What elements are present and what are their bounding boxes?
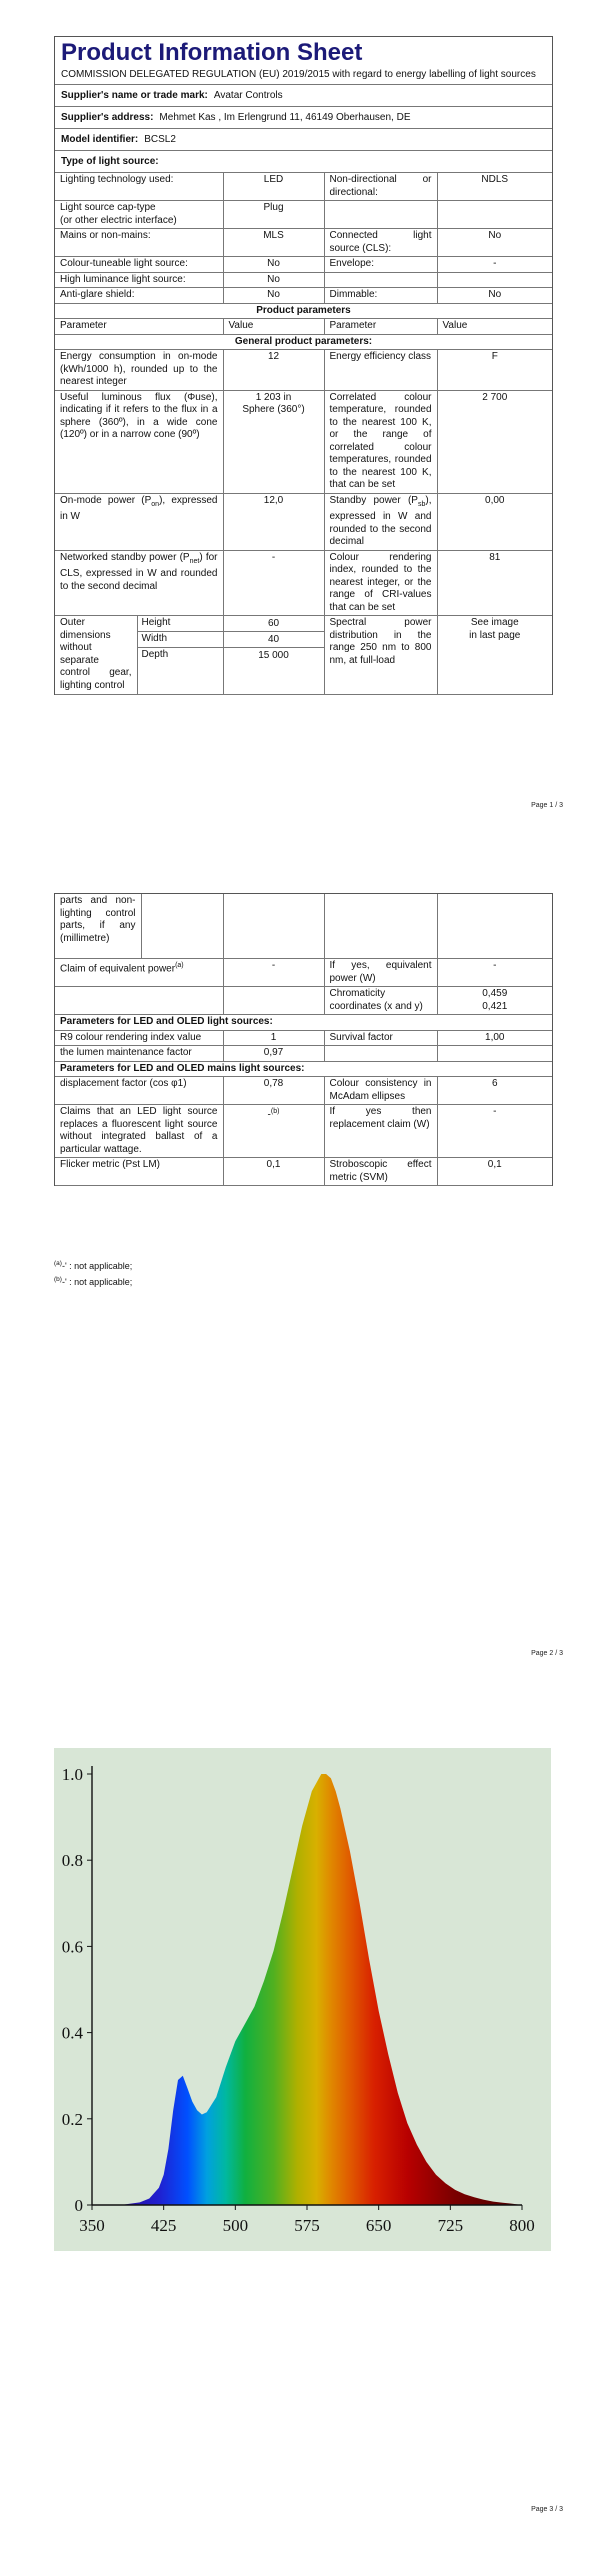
table-row [55, 1061, 552, 1077]
flicker-label: Flicker metric (Pst LM) [55, 1158, 223, 1186]
spd-value [437, 616, 552, 695]
r9-label: R9 colour rendering index value [55, 1030, 223, 1046]
high-luminance-label: High luminance light source: [55, 272, 223, 288]
supplier-address-label: Supplier's address: [61, 112, 154, 123]
networked-standby-label [55, 550, 223, 616]
outer-dimensions-cell [55, 616, 223, 695]
x-tick-label: 350 [79, 2216, 105, 2235]
cri-label: Colour rendering index, rounded to the nearest integer, or the range of CRI-values that can be set [324, 550, 437, 616]
table-row [55, 303, 552, 319]
displacement-factor-value: 0,78 [223, 1077, 324, 1105]
page-2 [0, 853, 603, 1706]
spectral-distribution-chart [54, 1748, 551, 2251]
cls-value: No [437, 229, 552, 257]
y-tick-label: 0.8 [61, 1851, 83, 1871]
envelope-value: - [437, 257, 552, 273]
lumen-maintenance-label: the lumen maintenance factor [55, 1046, 223, 1062]
empty-cell [437, 272, 552, 288]
directional-value: NDLS [437, 173, 552, 201]
supplier-address-row [55, 107, 552, 129]
net-text-b: ) for CLS, expressed in W and rounded to the second decimal [60, 551, 218, 592]
depth-label: Depth [141, 649, 169, 660]
table-row [55, 894, 552, 959]
flux-value-line-1: 1 203 in [255, 391, 292, 403]
chromaticity-x: 0,459 [482, 988, 508, 999]
type-heading: Type of light source: [61, 156, 159, 167]
cct-value: 2 700 [437, 390, 552, 493]
depth-value: 15 000 [258, 650, 289, 661]
footnote-a [54, 1257, 132, 1273]
x-tick-label: 800 [509, 2216, 535, 2235]
table-row [55, 550, 552, 616]
spectral-chart-svg [54, 1748, 551, 2251]
parameters-table-continued [55, 894, 552, 1186]
cap-type-line-1: Light source cap-type [60, 202, 156, 213]
footnote-a-mark: (a) [175, 962, 184, 969]
empty-cell [324, 272, 437, 288]
equivalent-power-claim-value: - [223, 959, 324, 987]
height-value: 60 [224, 616, 324, 632]
mains-value: MLS [223, 229, 324, 257]
spectrum-area [54, 1748, 551, 2251]
colour-tuneable-label: Colour-tuneable light source: [55, 257, 223, 273]
net-subscript: net [189, 557, 200, 565]
efficiency-class-value: F [437, 350, 552, 391]
dimmable-value: No [437, 288, 552, 304]
y-tick-label: 1.0 [61, 1765, 83, 1784]
table-row [55, 1015, 552, 1031]
mains-label: Mains or non-mains: [55, 229, 223, 257]
type-heading-row [55, 151, 552, 173]
standby-text-b: ), expressed in W and rounded to the second decimal [329, 494, 432, 547]
lumen-maintenance-value: 0,97 [223, 1046, 324, 1062]
efficiency-class-label: Energy efficiency class [324, 350, 437, 391]
model-label: Model identifier: [61, 134, 139, 145]
x-tick-label: 500 [222, 2216, 249, 2235]
empty-cell [324, 1046, 437, 1062]
envelope-label: Envelope: [324, 257, 437, 273]
column-header-value: Value [437, 319, 552, 335]
table-row [55, 616, 552, 695]
dimensions-table [55, 616, 223, 694]
cap-type-label [55, 201, 223, 229]
supplier-name-label: Supplier's name or trade mark: [61, 90, 208, 101]
empty-cell [437, 894, 552, 959]
equivalent-power-label: If yes, equivalent power (W) [324, 959, 437, 987]
y-tick-label: 0.2 [61, 2109, 83, 2129]
column-header-parameter: Parameter [55, 319, 223, 335]
anti-glare-value: No [223, 288, 324, 304]
table-row [55, 319, 552, 335]
y-tick-label: 0.6 [61, 1937, 83, 1957]
light-source-type-table [55, 173, 552, 695]
empty-cell [141, 894, 223, 959]
luminous-flux-value [223, 390, 324, 493]
chromaticity-value [437, 987, 552, 1015]
sheet-title: Product Information Sheet [61, 39, 363, 66]
height-label: Height [137, 616, 223, 631]
table-row [55, 334, 552, 350]
regulation-text: COMMISSION DELEGATED REGULATION (EU) 2019/2015 with regard to energy labelling of light sources [55, 67, 552, 85]
r9-value: 1 [223, 1030, 324, 1046]
high-luminance-value: No [223, 272, 324, 288]
empty-cell [437, 201, 552, 229]
onmode-text-a: On-mode power (P [60, 494, 152, 506]
flicker-value: 0,1 [223, 1158, 324, 1186]
table-row [55, 201, 552, 229]
supplier-name-row [55, 85, 552, 107]
empty-cell [324, 201, 437, 229]
info-sheet-box [54, 36, 553, 695]
empty-cell [55, 987, 223, 1015]
survival-factor-value: 1,00 [437, 1030, 552, 1046]
led-parameters-heading: Parameters for LED and OLED light sources: [55, 1015, 552, 1031]
table-row [55, 1046, 552, 1062]
footnotes [54, 1257, 132, 1289]
footnote-a-marker: (a) [54, 1260, 62, 1267]
onmode-text-b: ), expressed in W [60, 494, 218, 522]
standby-power-value: 0,00 [437, 493, 552, 550]
footnote-b-marker: (b) [54, 1276, 62, 1283]
fluorescent-claim-label: Claims that an LED light source replaces a fluorescent light source without integrated ballast of a particular wattage. [55, 1105, 223, 1158]
x-tick-label: 575 [294, 2216, 320, 2235]
page-number: Page 1 / 3 [531, 802, 563, 809]
table-row [55, 959, 552, 987]
column-header-value: Value [223, 319, 324, 335]
standby-text-a: Standby power (P [329, 494, 418, 506]
supplier-address: Mehmet Kas , Im Erlengrund 11, 46149 Oberhausen, DE [159, 112, 411, 123]
page-3 [0, 1706, 603, 2559]
standby-subscript: sb [417, 500, 426, 508]
table-row [55, 350, 552, 391]
cls-label: Connected light source (CLS): [324, 229, 437, 257]
flux-value-line-2: Sphere (360°) [242, 404, 305, 415]
table-row [55, 1077, 552, 1105]
anti-glare-label: Anti-glare shield: [55, 288, 223, 304]
energy-consumption-value: 12 [223, 350, 324, 391]
lighting-tech-value: LED [223, 173, 324, 201]
equivalent-power-value: - [437, 959, 552, 987]
product-parameters-heading: Product parameters [55, 303, 552, 319]
mains-parameters-heading: Parameters for LED and OLED mains light sources: [55, 1061, 552, 1077]
table-row [55, 173, 552, 201]
fluorescent-claim-value [223, 1105, 324, 1158]
page-number: Page 2 / 3 [531, 1650, 563, 1657]
footnote-b-text: -' : not applicable; [61, 1277, 133, 1287]
table-row [55, 257, 552, 273]
table-row [55, 288, 552, 304]
empty-cell [437, 1046, 552, 1062]
empty-cell [223, 987, 324, 1015]
outer-dimensions-continued: parts and non-lighting control parts, if any (millimetre) [55, 894, 141, 959]
table-row [55, 493, 552, 550]
table-row [55, 1105, 552, 1158]
footnote-b-mark: (b) [270, 1108, 280, 1115]
x-tick-label: 725 [437, 2216, 464, 2235]
x-tick-label: 425 [150, 2216, 177, 2235]
cap-type-value: Plug [223, 201, 324, 229]
supplier-name: Avatar Controls [213, 90, 283, 101]
svm-value: 0,1 [437, 1158, 552, 1186]
table-row [55, 229, 552, 257]
standby-power-label [324, 493, 437, 550]
width-label: Width [137, 631, 223, 647]
replacement-claim-value: - [437, 1105, 552, 1158]
networked-standby-value: - [223, 550, 324, 616]
spd-value-line-1: See image [470, 617, 519, 628]
equivalent-power-claim-label [55, 959, 223, 987]
survival-factor-label: Survival factor [324, 1030, 437, 1046]
y-tick-label: 0 [74, 2196, 83, 2215]
lighting-tech-label: Lighting technology used: [55, 173, 223, 201]
fluorescent-claim-dash: - [267, 1109, 271, 1121]
general-parameters-heading: General product parameters: [55, 334, 552, 350]
empty-cell [223, 894, 324, 959]
equivalent-power-text: Claim of equivalent power [60, 963, 176, 975]
cri-value: 81 [437, 550, 552, 616]
table-row [55, 390, 552, 493]
column-header-parameter: Parameter [324, 319, 437, 335]
model-identifier: BCSL2 [144, 134, 176, 145]
page-1 [0, 0, 603, 853]
info-sheet-box-continued [54, 893, 553, 1186]
table-row [55, 987, 552, 1015]
net-text-a: Networked standby power (P [60, 551, 190, 563]
luminous-flux-label: Useful luminous flux (Φuse), indicating if it refers to the flux in a sphere (360º), in a wide cone (120º) or in a narrow cone (90º) [55, 390, 223, 493]
chromaticity-label: Chromaticity coordinates (x and y) [324, 987, 437, 1015]
spd-label: Spectral power distribution in the range 250 nm to 800 nm, at full-load [324, 616, 437, 695]
mcadam-label: Colour consistency in McAdam ellipses [324, 1077, 437, 1105]
colour-tuneable-value: No [223, 257, 324, 273]
outer-dimensions-label: Outer dimensions without separate control gear, lighting control [55, 616, 137, 694]
table-row [55, 1158, 552, 1186]
replacement-claim-label: If yes then replacement claim (W) [324, 1105, 437, 1158]
onmode-power-label [55, 493, 223, 550]
spd-value-line-2: in last page [469, 629, 521, 641]
footnote-a-text: -' : not applicable; [61, 1261, 133, 1271]
model-row [55, 129, 552, 151]
directional-label: Non-directional or directional: [324, 173, 437, 201]
table-row [55, 272, 552, 288]
y-tick-label: 0.4 [61, 2023, 83, 2043]
dimmable-label: Dimmable: [324, 288, 437, 304]
width-value: 40 [224, 632, 324, 648]
onmode-power-value: 12,0 [223, 493, 324, 550]
energy-consumption-label: Energy consumption in on-mode (kWh/1000 h), rounded up to the nearest integer [55, 350, 223, 391]
x-tick-label: 650 [365, 2216, 392, 2235]
dimensions-values [223, 616, 324, 695]
chromaticity-y: 0,421 [482, 1000, 508, 1012]
page-number: Page 3 / 3 [531, 2506, 563, 2513]
footnote-b [54, 1273, 132, 1289]
svm-label: Stroboscopic effect metric (SVM) [324, 1158, 437, 1186]
onmode-subscript: on [151, 500, 160, 508]
cap-type-line-2: (or other electric interface) [60, 214, 177, 226]
cct-label: Correlated colour temperature, rounded to the nearest 100 K, or the range of correlated colour temperatures, rounded to the nearest 100 K, that can be set [324, 390, 437, 493]
displacement-factor-label: displacement factor (cos φ1) [55, 1077, 223, 1105]
table-row [55, 1030, 552, 1046]
mcadam-value: 6 [437, 1077, 552, 1105]
empty-cell [324, 894, 437, 959]
